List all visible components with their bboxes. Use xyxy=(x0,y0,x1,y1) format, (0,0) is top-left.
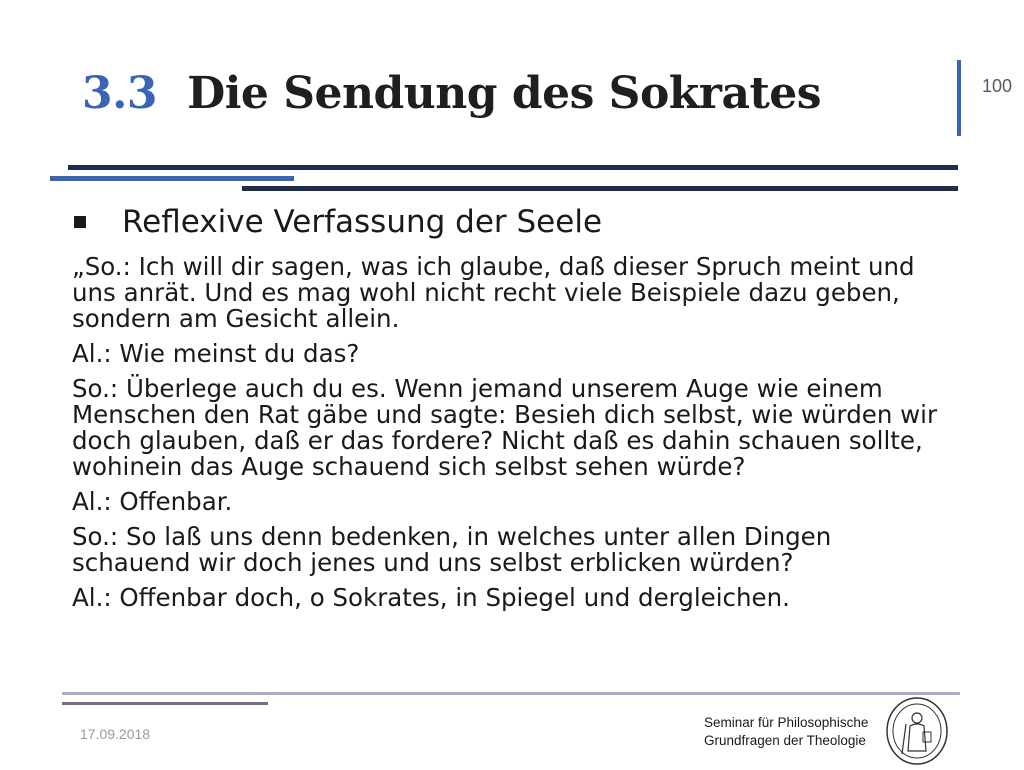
seminar-line-1: Seminar für Philosophische xyxy=(704,715,869,730)
footer-rule xyxy=(62,692,960,695)
page-number: 100 xyxy=(982,76,1013,96)
quote-paragraph: Al.: Offenbar. xyxy=(72,487,233,516)
quote-paragraph: „So.: Ich will dir sagen, was ich glaube, daß dieser Spruch meint und uns anrät. Und es mag wohl nicht recht viele Beispiele dazu geben, sondern am Gesicht allein. xyxy=(72,252,915,333)
footer-date: 17.09.2018 xyxy=(80,726,151,742)
header-rule-top xyxy=(68,165,958,170)
quote-body xyxy=(72,254,952,620)
bullet-item xyxy=(74,204,602,240)
quote-paragraph: Al.: Offenbar doch, o Sokrates, in Spiegel und dergleichen. xyxy=(72,583,790,612)
title-divider xyxy=(957,60,961,136)
footer-rule-accent xyxy=(62,702,268,705)
title-text: Die Sendung des Sokrates xyxy=(187,68,822,119)
header-rule-accent xyxy=(50,176,294,181)
quote-paragraph: Al.: Wie meinst du das? xyxy=(72,339,360,368)
seminar-name xyxy=(704,714,868,750)
bullet-heading: Reflexive Verfassung der Seele xyxy=(122,204,603,240)
seminar-line-2: Grundfragen der Theologie xyxy=(704,733,866,748)
section-number: 3.3 xyxy=(82,68,158,119)
quote-paragraph: So.: So laß uns denn bedenken, in welches unter allen Dingen schauend wir doch jenes und uns selbst erblicken würden? xyxy=(72,522,832,577)
header-rule-bottom xyxy=(242,186,958,191)
university-seal-icon xyxy=(882,696,952,766)
square-bullet-icon xyxy=(74,216,86,228)
slide-title xyxy=(82,68,821,119)
quote-paragraph: So.: Überlege auch du es. Wenn jemand unserem Auge wie einem Menschen den Rat gäbe und sagte: Besieh dich selbst, wie würden wir doch glauben, daß er das fordere? Nicht daß es dahin schauen sollte, wohinein das Auge schauend sich selbst sehen würde? xyxy=(72,374,938,481)
